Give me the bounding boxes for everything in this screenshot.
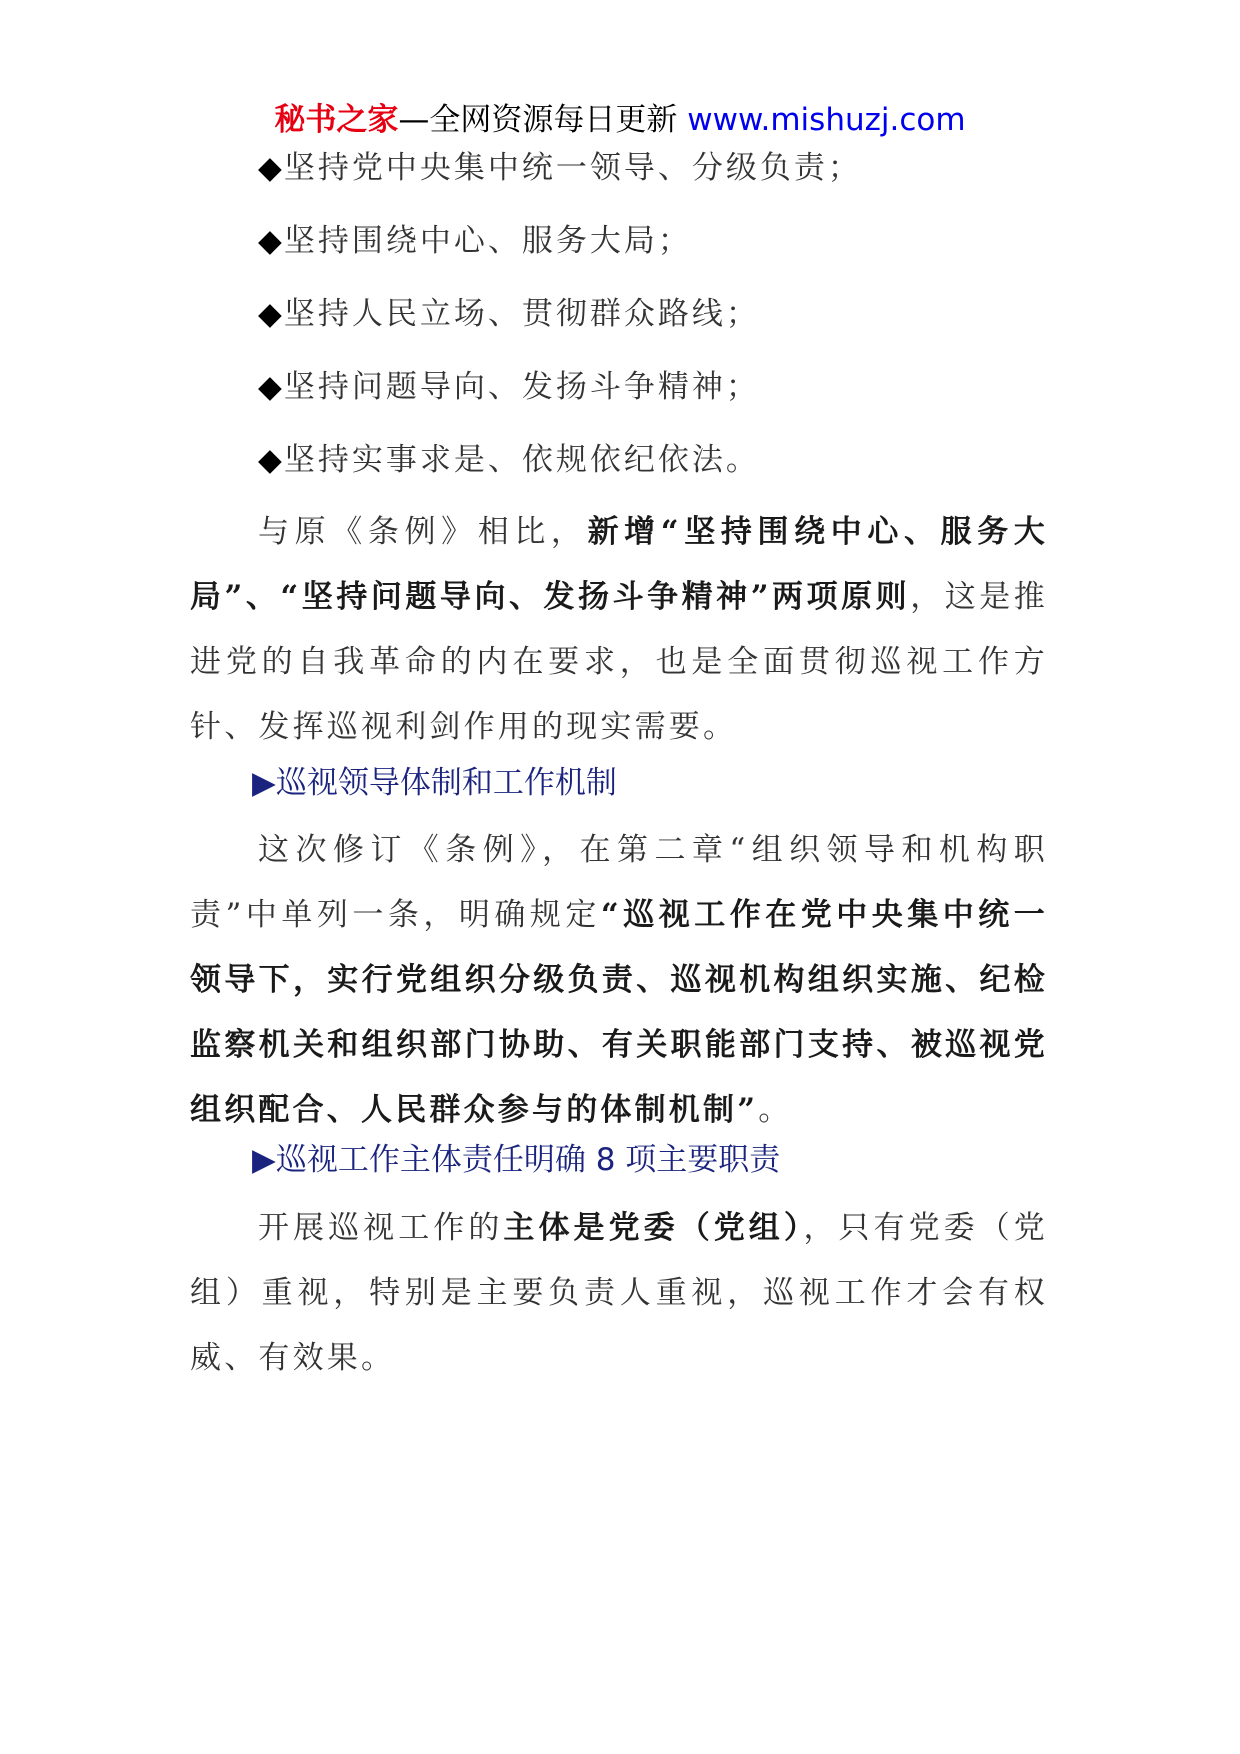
triangle-bullet-icon: ▶ [252,765,276,801]
section-heading-leadership: ▶巡视领导体制和工作机制 [252,765,617,801]
site-header [0,100,1240,140]
section-heading-responsibility: ▶巡视工作主体责任明确 8 项主要职责 [252,1142,781,1178]
site-url-link[interactable]: www.mishuzj.com [687,102,966,138]
principle-item: ◆坚持围绕中心、服务大局； [258,223,692,259]
principle-item: ◆坚持人民立场、贯彻群众路线； [258,296,760,332]
principle-item: ◆坚持实事求是、依规依纪依法。 [258,442,760,478]
paragraph-comparison: 与原《条例》相比，新增“坚持围绕中心、服务大局”、“坚持问题导向、发扬斗争精神”两项原则，这是推进党的自我革命的内在要求，也是全面贯彻巡视工作方针、发挥巡视利剑作用的现实需要。 [190,514,1048,745]
triangle-bullet-icon: ▶ [252,1142,276,1178]
paragraph-leadership: 这次修订《条例》，在第二章“组织领导和机构职责”中单列一条，明确规定“巡视工作在党中央集中统一领导下，实行党组织分级负责、巡视机构组织实施、纪检监察机关和组织部门协助、有关职能部门支持、被巡视党组织配合、人民群众参与的体制机制”。 [190,832,1048,1128]
diamond-bullet-icon: ◆ [258,150,282,186]
diamond-bullet-icon: ◆ [258,296,282,332]
site-slogan: —全网资源每日更新 [398,102,688,138]
diamond-bullet-icon: ◆ [258,442,282,478]
diamond-bullet-icon: ◆ [258,369,282,405]
diamond-bullet-icon: ◆ [258,223,282,259]
principle-item: ◆坚持党中央集中统一领导、分级负责； [258,150,862,186]
principle-item: ◆坚持问题导向、发扬斗争精神； [258,369,760,405]
site-brand: 秘书之家 [274,102,399,138]
paragraph-responsibility: 开展巡视工作的主体是党委（党组），只有党委（党组）重视，特别是主要负责人重视，巡视工作才会有权威、有效果。 [190,1210,1048,1376]
